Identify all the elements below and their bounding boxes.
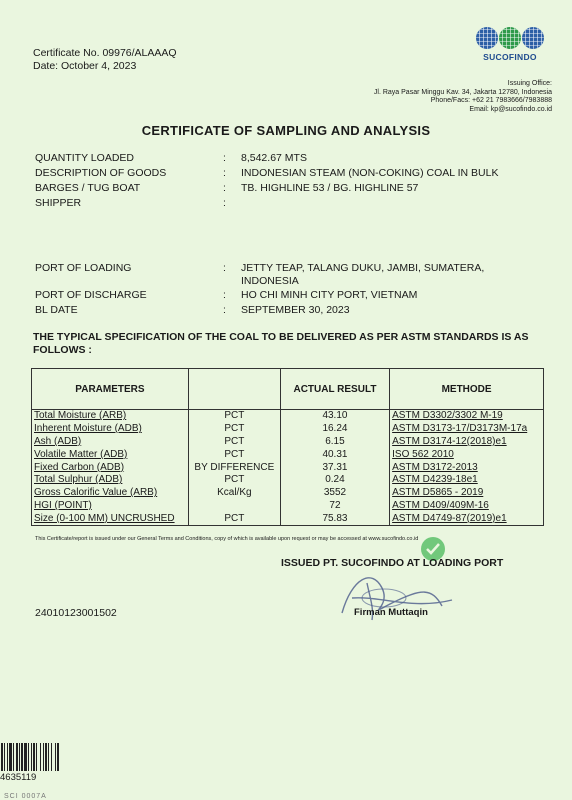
header-actual-result: ACTUAL RESULT [280,369,389,410]
signer-name: Firman Muttaqin [354,607,428,618]
method-cell: ASTM D3172-2013 [390,461,544,474]
table-row [32,474,544,487]
info-colon: : [223,182,226,194]
footer-code: SCI 0007A [4,793,47,800]
table-row [32,512,544,525]
table-row [32,423,544,436]
result-cell: 37.31 [280,461,389,474]
info-value: 8,542.67 MTS [241,152,307,164]
result-cell: 43.10 [280,410,389,423]
info-label: SHIPPER [35,197,82,209]
table-row [32,448,544,461]
parameter-cell: Total Sulphur (ADB) [32,474,189,487]
document-title: CERTIFICATE OF SAMPLING AND ANALYSIS [141,123,431,138]
method-cell: ASTM D3173-17/D3173M-17a [390,423,544,436]
unit-cell: Kcal/Kg [188,487,280,500]
office-label: Issuing Office: [507,80,552,87]
parameter-cell: Size (0-100 MM) UNCRUSHED [32,512,189,525]
sucofindo-logo [474,27,546,62]
method-cell: ASTM D3302/3302 M-19 [390,410,544,423]
unit-cell: PCT [188,474,280,487]
certificate-header [33,47,177,72]
info-colon: : [223,304,226,316]
header-parameters: PARAMETERS [32,369,189,410]
result-cell: 6.15 [280,436,389,449]
table-body [32,410,544,526]
table-row [32,410,544,423]
parameter-cell: Ash (ADB) [32,436,189,449]
globe-icon [499,27,521,49]
info-label: PORT OF DISCHARGE [35,289,147,301]
unit-cell: PCT [188,436,280,449]
result-cell: 72 [280,500,389,513]
info-label: QUANTITY LOADED [35,152,134,164]
table-row [32,487,544,500]
info-colon: : [223,167,226,179]
globe-icons [474,27,546,49]
info-value: JETTY TEAP, TALANG DUKU, JAMBI, SUMATERA, INDONESIA [241,262,485,287]
info-value: TB. HIGHLINE 53 / BG. HIGHLINE 57 [241,182,419,194]
parameters-table [31,368,544,526]
result-cell: 40.31 [280,448,389,461]
method-cell: ASTM D3174-12(2018)e1 [390,436,544,449]
globe-icon [522,27,544,49]
unit-cell [188,500,280,513]
info-colon: : [223,197,226,209]
table-header-row [32,369,544,410]
unit-cell: PCT [188,448,280,461]
info-colon: : [223,262,226,274]
certificate-number: Certificate No. 09976/ALAAAQ [33,47,177,59]
unit-cell: BY DIFFERENCE [188,461,280,474]
certificate-date: Date: October 4, 2023 [33,59,137,72]
result-cell: 3552 [280,487,389,500]
office-phone: Phone/Facs: +62 21 7983666/7983888 [430,97,552,105]
info-colon: : [223,289,226,301]
info-value: HO CHI MINH CITY PORT, VIETNAM [241,289,418,301]
header-unit [188,369,280,410]
issued-statement: ISSUED PT. SUCOFINDO AT LOADING PORT [281,557,504,569]
specification-statement: THE TYPICAL SPECIFICATION OF THE COAL TO BE DELIVERED AS PER ASTM STANDARDS IS AS FOLLOWS : [33,331,529,356]
method-cell: ASTM D5865 - 2019 [390,487,544,500]
unit-cell: PCT [188,423,280,436]
barcode-number: 4635119 [0,772,37,783]
issuing-office [374,80,552,114]
info-label: BARGES / TUG BOAT [35,182,141,194]
unit-cell: PCT [188,410,280,423]
method-cell: ISO 562 2010 [390,448,544,461]
info-label: DESCRIPTION OF GOODS [35,167,167,179]
parameter-cell: Gross Calorific Value (ARB) [32,487,189,500]
method-cell: ASTM D409/409M-16 [390,500,544,513]
parameter-cell: HGI (POINT) [32,500,189,513]
info-value: SEPTEMBER 30, 2023 [241,304,350,316]
table-row [32,500,544,513]
parameter-cell: Volatile Matter (ADB) [32,448,189,461]
parameter-cell: Inherent Moisture (ADB) [32,423,189,436]
barcode-icon [0,743,78,771]
parameter-cell: Total Moisture (ARB) [32,410,189,423]
table-row [32,436,544,449]
document-number: 24010123001502 [35,607,117,619]
info-label: BL DATE [35,304,78,316]
header-methode: METHODE [390,369,544,410]
result-cell: 75.83 [280,512,389,525]
info-label: PORT OF LOADING [35,262,132,274]
result-cell: 16.24 [280,423,389,436]
office-email: Email: kp@sucofindo.co.id [469,105,552,113]
result-cell: 0.24 [280,474,389,487]
method-cell: ASTM D4239-18e1 [390,474,544,487]
method-cell: ASTM D4749-87(2019)e1 [390,512,544,525]
info-value: INDONESIAN STEAM (NON-COKING) COAL IN BULK [241,167,499,179]
disclaimer: This Certificate/report is issued under our General Terms and Conditions, copy of which is available upon request or may be accessed at www.sucofindo.co.id [35,536,419,542]
unit-cell: PCT [188,512,280,525]
info-colon: : [223,152,226,164]
table-row [32,461,544,474]
globe-icon [476,27,498,49]
logo-wordmark: SUCOFINDO [483,52,537,62]
office-address: Jl. Raya Pasar Minggu Kav. 34, Jakarta 12780, Indonesia [373,88,552,96]
parameter-cell: Fixed Carbon (ADB) [32,461,189,474]
